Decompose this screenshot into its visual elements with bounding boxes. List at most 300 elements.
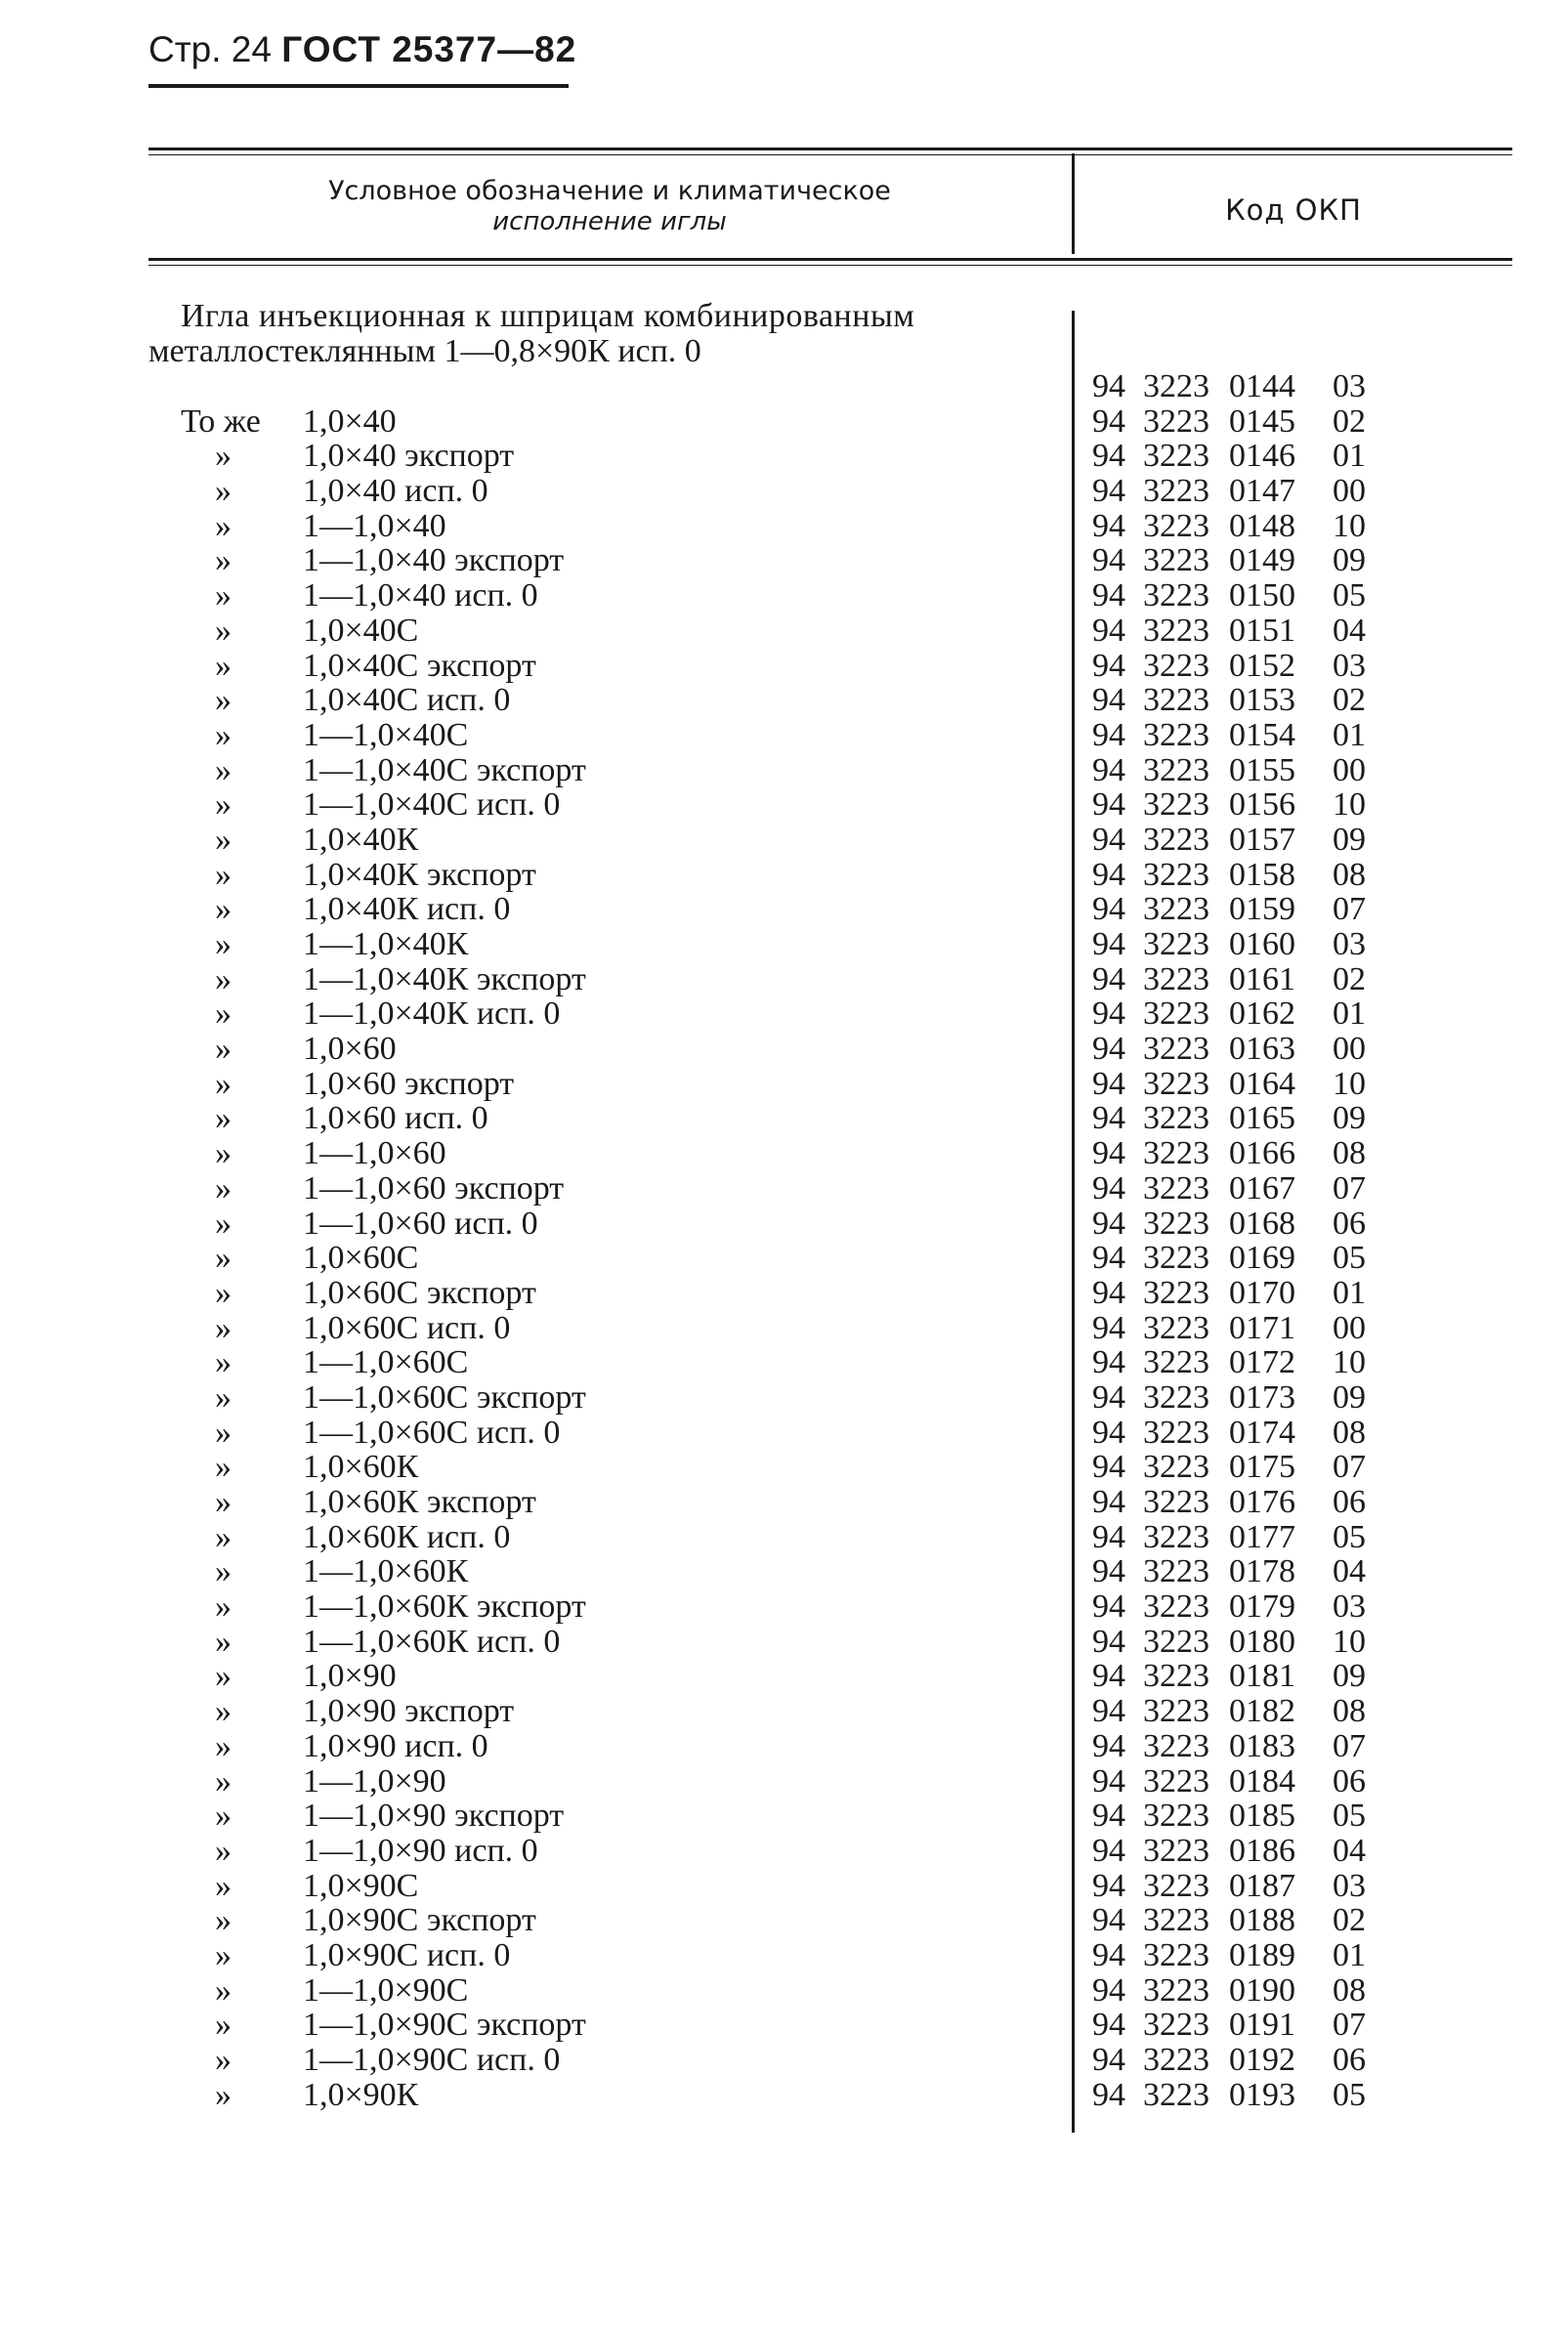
okp-code xyxy=(1092,404,1381,440)
needle-designation: 1,0×40К экспорт xyxy=(303,856,536,893)
okp-code-part: 01 xyxy=(1333,438,1366,475)
okp-code-part: 0158 xyxy=(1229,856,1295,893)
okp-code-part: 3223 xyxy=(1143,507,1209,544)
okp-code-part: 05 xyxy=(1333,1240,1366,1277)
okp-code-part: 94 xyxy=(1092,1588,1125,1626)
okp-code-part: 94 xyxy=(1092,542,1125,579)
needle-designation: 1—1,0×40С исп. 0 xyxy=(303,786,561,824)
table-row xyxy=(0,1311,1568,1346)
okp-code-part: 03 xyxy=(1333,647,1366,684)
table-row xyxy=(0,1380,1568,1416)
okp-code-part: 94 xyxy=(1092,1449,1125,1486)
table-row xyxy=(0,1625,1568,1660)
okp-code-part: 3223 xyxy=(1143,856,1209,893)
page-number: Стр. 24 xyxy=(148,29,272,69)
needle-designation: 1—1,0×40К экспорт xyxy=(303,960,586,997)
okp-code-part: 07 xyxy=(1333,1727,1366,1764)
needle-designation: 1,0×40К xyxy=(303,821,419,858)
okp-code-part: 3223 xyxy=(1143,1727,1209,1764)
okp-code-part: 3223 xyxy=(1143,1798,1209,1835)
okp-code-part: 0150 xyxy=(1229,577,1295,614)
okp-code-part: 0177 xyxy=(1229,1518,1295,1555)
standard-number: ГОСТ 25377—82 xyxy=(281,29,577,69)
needle-designation: 1,0×60С исп. 0 xyxy=(303,1309,511,1346)
table-row xyxy=(0,962,1568,997)
okp-code-part: 94 xyxy=(1092,1936,1125,1973)
okp-code-part: 04 xyxy=(1333,612,1366,649)
needle-designation: 1—1,0×60К исп. 0 xyxy=(303,1623,561,1660)
ditto-mark: » xyxy=(215,1971,232,2009)
okp-code-part: 01 xyxy=(1333,1936,1366,1973)
okp-code-part: 3223 xyxy=(1143,577,1209,614)
same-as-above-label: То же xyxy=(181,402,261,440)
needle-designation: 1—1,0×40С xyxy=(303,716,469,753)
ditto-mark: » xyxy=(215,1902,232,1939)
okp-code-part: 01 xyxy=(1333,1274,1366,1311)
needle-designation: 1,0×40С экспорт xyxy=(303,647,536,684)
okp-code xyxy=(1092,1450,1381,1485)
okp-code-part: 0188 xyxy=(1229,1902,1295,1939)
okp-code-part: 0160 xyxy=(1229,926,1295,962)
okp-code-part: 3223 xyxy=(1143,1031,1209,1068)
ditto-mark: » xyxy=(215,647,232,684)
okp-code-part: 09 xyxy=(1333,542,1366,579)
okp-code-part: 0180 xyxy=(1229,1623,1295,1660)
okp-code-part: 0173 xyxy=(1229,1378,1295,1416)
okp-code-part: 01 xyxy=(1333,995,1366,1033)
okp-code-part: 0179 xyxy=(1229,1588,1295,1626)
okp-code-part: 02 xyxy=(1333,682,1366,719)
okp-code-part: 3223 xyxy=(1143,751,1209,788)
okp-code-part: 07 xyxy=(1333,891,1366,928)
okp-code xyxy=(1092,1694,1381,1729)
ditto-mark: » xyxy=(215,1309,232,1346)
okp-code-part: 0174 xyxy=(1229,1414,1295,1451)
okp-code-part: 3223 xyxy=(1143,1518,1209,1555)
okp-code xyxy=(1092,1311,1381,1346)
okp-code xyxy=(1092,1799,1381,1834)
okp-code xyxy=(1092,1276,1381,1311)
ditto-mark: » xyxy=(215,1484,232,1520)
okp-code xyxy=(1092,543,1381,578)
okp-code xyxy=(1092,439,1381,474)
okp-code-part: 94 xyxy=(1092,2007,1125,2044)
okp-code-part: 94 xyxy=(1092,402,1125,440)
okp-code-part: 03 xyxy=(1333,1588,1366,1626)
okp-code-part: 94 xyxy=(1092,1832,1125,1869)
ditto-mark: » xyxy=(215,926,232,962)
okp-code-part: 03 xyxy=(1333,926,1366,962)
header-underline xyxy=(148,84,569,88)
okp-code xyxy=(1092,892,1381,927)
ditto-mark: » xyxy=(215,1553,232,1590)
needle-designation: 1—1,0×60 экспорт xyxy=(303,1169,565,1206)
okp-code-part: 3223 xyxy=(1143,1135,1209,1172)
needle-designation: 1—1,0×60С экспорт xyxy=(303,1378,586,1416)
okp-code-part: 94 xyxy=(1092,2076,1125,2113)
okp-code xyxy=(1092,1067,1381,1102)
okp-code-part: 05 xyxy=(1333,2076,1366,2113)
okp-code-part: 09 xyxy=(1333,1100,1366,1137)
okp-code-part: 94 xyxy=(1092,368,1125,404)
okp-code-part: 04 xyxy=(1333,1553,1366,1590)
okp-code-part: 0154 xyxy=(1229,716,1295,753)
okp-code-part: 0166 xyxy=(1229,1135,1295,1172)
ditto-mark: » xyxy=(215,2076,232,2113)
ditto-mark: » xyxy=(215,1832,232,1869)
okp-code-part: 0146 xyxy=(1229,438,1295,475)
table-row xyxy=(0,996,1568,1032)
table-row xyxy=(0,1764,1568,1799)
designation-header-line2: исполнение иглы xyxy=(492,207,727,237)
needle-designation: 1,0×40 исп. 0 xyxy=(303,473,488,510)
ditto-mark: » xyxy=(215,1798,232,1835)
ditto-mark: » xyxy=(215,1414,232,1451)
okp-code-part: 0192 xyxy=(1229,2042,1295,2078)
table-row xyxy=(0,2078,1568,2113)
okp-code-part: 94 xyxy=(1092,1065,1125,1102)
table-top-rule-thin xyxy=(148,154,1512,155)
okp-code-part: 0193 xyxy=(1229,2076,1295,2113)
okp-code-part: 05 xyxy=(1333,1798,1366,1835)
okp-code-part: 94 xyxy=(1092,960,1125,997)
okp-code-part: 00 xyxy=(1333,1031,1366,1068)
ditto-mark: » xyxy=(215,1031,232,1068)
okp-code-part: 94 xyxy=(1092,1658,1125,1695)
needle-designation: 1—1,0×60 xyxy=(303,1135,446,1172)
ditto-mark: » xyxy=(215,1378,232,1416)
okp-code-part: 3223 xyxy=(1143,1274,1209,1311)
okp-code xyxy=(1092,1625,1381,1660)
needle-designation: 1—1,0×60 исп. 0 xyxy=(303,1205,538,1242)
okp-code-part: 3223 xyxy=(1143,1100,1209,1137)
ditto-mark: » xyxy=(215,960,232,997)
ditto-mark: » xyxy=(215,995,232,1033)
okp-code-part: 3223 xyxy=(1143,1936,1209,1973)
needle-designation: 1—1,0×90 xyxy=(303,1762,446,1799)
needle-designation: 1,0×90 xyxy=(303,1658,397,1695)
okp-code xyxy=(1092,718,1381,753)
okp-code-part: 0169 xyxy=(1229,1240,1295,1277)
okp-code-part: 00 xyxy=(1333,1309,1366,1346)
okp-code xyxy=(1092,474,1381,509)
okp-code xyxy=(1092,1241,1381,1276)
okp-code-part: 3223 xyxy=(1143,1902,1209,1939)
okp-code-part: 94 xyxy=(1092,1623,1125,1660)
okp-code-part: 0191 xyxy=(1229,2007,1295,2044)
okp-code xyxy=(1092,683,1381,718)
ditto-mark: » xyxy=(215,473,232,510)
table-row xyxy=(0,718,1568,753)
okp-code xyxy=(1092,649,1381,684)
okp-code xyxy=(1092,1554,1381,1589)
okp-code-part: 02 xyxy=(1333,960,1366,997)
okp-code-part: 0155 xyxy=(1229,751,1295,788)
ditto-mark: » xyxy=(215,1135,232,1172)
okp-code xyxy=(1092,1973,1381,2009)
okp-code-part: 0149 xyxy=(1229,542,1295,579)
okp-code-part: 94 xyxy=(1092,821,1125,858)
okp-code-part: 0181 xyxy=(1229,1658,1295,1695)
ditto-mark: » xyxy=(215,1936,232,1973)
okp-code-part: 3223 xyxy=(1143,1344,1209,1381)
okp-code-part: 0187 xyxy=(1229,1867,1295,1904)
okp-code-part: 94 xyxy=(1092,1902,1125,1939)
okp-code xyxy=(1092,927,1381,962)
okp-code-part: 0147 xyxy=(1229,473,1295,510)
okp-code-part: 0151 xyxy=(1229,612,1295,649)
needle-designation: 1,0×60К экспорт xyxy=(303,1484,536,1520)
okp-code xyxy=(1092,1903,1381,1938)
okp-code-part: 94 xyxy=(1092,612,1125,649)
table-row xyxy=(0,1554,1568,1589)
needle-designation: 1,0×40С исп. 0 xyxy=(303,682,511,719)
okp-code-part: 94 xyxy=(1092,926,1125,962)
ditto-mark: » xyxy=(215,542,232,579)
okp-code-part: 0157 xyxy=(1229,821,1295,858)
okp-code-part: 94 xyxy=(1092,1240,1125,1277)
okp-code-part: 3223 xyxy=(1143,1867,1209,1904)
okp-code-part: 3223 xyxy=(1143,368,1209,404)
table-row xyxy=(0,823,1568,858)
table-row xyxy=(0,2043,1568,2078)
okp-code xyxy=(1092,1869,1381,1904)
table-row xyxy=(0,404,1568,440)
table-row xyxy=(0,683,1568,718)
okp-code-part: 10 xyxy=(1333,1344,1366,1381)
okp-code-part: 94 xyxy=(1092,1971,1125,2009)
needle-designation: 1,0×40 xyxy=(303,402,397,440)
okp-code-part: 94 xyxy=(1092,716,1125,753)
okp-code-part: 0164 xyxy=(1229,1065,1295,1102)
designation-header-line1: Условное обозначение и климатическое xyxy=(328,176,891,206)
table-row xyxy=(0,1869,1568,1904)
okp-code-part: 01 xyxy=(1333,716,1366,753)
okp-code-part: 07 xyxy=(1333,1449,1366,1486)
okp-code-part: 94 xyxy=(1092,1798,1125,1835)
needle-designation: 1—1,0×40 xyxy=(303,507,446,544)
okp-code-part: 94 xyxy=(1092,682,1125,719)
okp-code-part: 3223 xyxy=(1143,2007,1209,2044)
ditto-mark: » xyxy=(215,1065,232,1102)
table-row xyxy=(0,787,1568,823)
okp-code-part: 09 xyxy=(1333,821,1366,858)
okp-code-part: 3223 xyxy=(1143,612,1209,649)
table-row xyxy=(0,927,1568,962)
okp-code xyxy=(1092,369,1381,404)
table-row xyxy=(0,1938,1568,1973)
table-row xyxy=(0,509,1568,544)
okp-code xyxy=(1092,996,1381,1032)
needle-designation: 1,0×60 xyxy=(303,1031,397,1068)
okp-code xyxy=(1092,1171,1381,1206)
designation-column-header xyxy=(148,176,1071,238)
okp-code-part: 3223 xyxy=(1143,1205,1209,1242)
ditto-mark: » xyxy=(215,2042,232,2078)
needle-designation: 1,0×90 экспорт xyxy=(303,1693,515,1730)
header-bottom-rule xyxy=(148,258,1512,261)
okp-code-part: 10 xyxy=(1333,1065,1366,1102)
ditto-mark: » xyxy=(215,1658,232,1695)
okp-code-part: 06 xyxy=(1333,1762,1366,1799)
needle-designation: 1—1,0×60К экспорт xyxy=(303,1588,586,1626)
okp-code-part: 94 xyxy=(1092,1274,1125,1311)
table-row xyxy=(0,858,1568,893)
needle-designation: 1—1,0×90С xyxy=(303,1971,469,2009)
okp-code-part: 08 xyxy=(1333,1971,1366,2009)
okp-code-part: 3223 xyxy=(1143,821,1209,858)
table-row xyxy=(0,1206,1568,1242)
okp-code-part: 94 xyxy=(1092,1762,1125,1799)
okp-code-part: 3223 xyxy=(1143,1414,1209,1451)
okp-code-part: 0159 xyxy=(1229,891,1295,928)
okp-code-part: 94 xyxy=(1092,1135,1125,1172)
okp-code-part: 3223 xyxy=(1143,1553,1209,1590)
okp-code-part: 00 xyxy=(1333,473,1366,510)
okp-code-part: 08 xyxy=(1333,1414,1366,1451)
okp-code xyxy=(1092,1136,1381,1171)
okp-code-part: 3223 xyxy=(1143,2042,1209,2078)
okp-code-part: 0170 xyxy=(1229,1274,1295,1311)
table-row xyxy=(0,753,1568,788)
needle-designation: 1,0×40С xyxy=(303,612,419,649)
table-row xyxy=(0,1485,1568,1520)
okp-code-part: 10 xyxy=(1333,1623,1366,1660)
okp-code-column-header: Код ОКП xyxy=(1225,193,1362,227)
needle-designation: 1—1,0×60С xyxy=(303,1344,469,1381)
okp-code xyxy=(1092,2008,1381,2043)
okp-code-part: 05 xyxy=(1333,577,1366,614)
table-row xyxy=(0,543,1568,578)
okp-code-part: 08 xyxy=(1333,1693,1366,1730)
okp-code-part: 94 xyxy=(1092,1169,1125,1206)
okp-code xyxy=(1092,858,1381,893)
okp-code xyxy=(1092,1764,1381,1799)
okp-code xyxy=(1092,1416,1381,1451)
okp-code-part: 94 xyxy=(1092,1553,1125,1590)
ditto-mark: » xyxy=(215,682,232,719)
table-row xyxy=(0,1903,1568,1938)
ditto-mark: » xyxy=(215,1449,232,1486)
table-row xyxy=(0,614,1568,649)
table-row xyxy=(0,1694,1568,1729)
okp-code xyxy=(1092,753,1381,788)
okp-code-part: 0144 xyxy=(1229,368,1295,404)
table-row xyxy=(0,474,1568,509)
okp-code xyxy=(1092,1589,1381,1625)
okp-code-part: 3223 xyxy=(1143,891,1209,928)
ditto-mark: » xyxy=(215,1693,232,1730)
needle-designation: 1—1,0×40 исп. 0 xyxy=(303,577,538,614)
okp-code-part: 09 xyxy=(1333,1658,1366,1695)
ditto-mark: » xyxy=(215,577,232,614)
ditto-mark: » xyxy=(215,821,232,858)
okp-code-part: 3223 xyxy=(1143,438,1209,475)
okp-code-part: 0186 xyxy=(1229,1832,1295,1869)
needle-designation: 1,0×60К исп. 0 xyxy=(303,1518,511,1555)
needle-designation: 1,0×60С xyxy=(303,1240,419,1277)
ditto-mark: » xyxy=(215,1867,232,1904)
okp-code-part: 3223 xyxy=(1143,1588,1209,1626)
table-row xyxy=(0,1032,1568,1067)
okp-code xyxy=(1092,509,1381,544)
okp-code xyxy=(1092,962,1381,997)
okp-code-part: 0172 xyxy=(1229,1344,1295,1381)
okp-code-part: 3223 xyxy=(1143,995,1209,1033)
okp-code-part: 94 xyxy=(1092,1727,1125,1764)
okp-code xyxy=(1092,1659,1381,1694)
needle-designation: 1—1,0×90 исп. 0 xyxy=(303,1832,538,1869)
okp-code-part: 94 xyxy=(1092,647,1125,684)
okp-code-part: 94 xyxy=(1092,2042,1125,2078)
table-row xyxy=(0,1450,1568,1485)
okp-code-part: 94 xyxy=(1092,1484,1125,1520)
ditto-mark: » xyxy=(215,891,232,928)
okp-code xyxy=(1092,1101,1381,1136)
okp-code xyxy=(1092,1520,1381,1555)
needle-designation: 1—1,0×90С исп. 0 xyxy=(303,2042,561,2078)
needle-designation: 1,0×60С экспорт xyxy=(303,1274,536,1311)
okp-code-part: 3223 xyxy=(1143,1693,1209,1730)
okp-code-part: 0148 xyxy=(1229,507,1295,544)
needle-designation: 1,0×90С xyxy=(303,1867,419,1904)
okp-code-part: 3223 xyxy=(1143,647,1209,684)
table-row xyxy=(0,1659,1568,1694)
okp-code-part: 03 xyxy=(1333,368,1366,404)
okp-code-part: 94 xyxy=(1092,1693,1125,1730)
table-row xyxy=(0,1276,1568,1311)
ditto-mark: » xyxy=(215,1588,232,1626)
needle-designation: 1—1,0×40К исп. 0 xyxy=(303,995,561,1033)
okp-code-part: 94 xyxy=(1092,473,1125,510)
okp-code-part: 94 xyxy=(1092,751,1125,788)
okp-code-part: 94 xyxy=(1092,891,1125,928)
ditto-mark: » xyxy=(215,1344,232,1381)
needle-designation: 1,0×90К xyxy=(303,2076,419,2113)
okp-code-part: 10 xyxy=(1333,786,1366,824)
okp-code-part: 94 xyxy=(1092,1518,1125,1555)
ditto-mark: » xyxy=(215,1205,232,1242)
okp-code-part: 0168 xyxy=(1229,1205,1295,1242)
needle-designation: 1,0×40 экспорт xyxy=(303,438,515,475)
okp-code-part: 0175 xyxy=(1229,1449,1295,1486)
table-top-rule xyxy=(148,148,1512,150)
okp-code-part: 06 xyxy=(1333,1484,1366,1520)
okp-code-part: 08 xyxy=(1333,856,1366,893)
okp-code xyxy=(1092,2078,1381,2113)
okp-code-part: 3223 xyxy=(1143,1832,1209,1869)
okp-code-part: 94 xyxy=(1092,1205,1125,1242)
okp-code-part: 3223 xyxy=(1143,1762,1209,1799)
okp-code xyxy=(1092,578,1381,614)
needle-description-line1: Игла инъекционная к шприцам комбинированным xyxy=(181,298,915,334)
okp-code xyxy=(1092,1834,1381,1869)
okp-code-part: 0184 xyxy=(1229,1762,1295,1799)
okp-code xyxy=(1092,1938,1381,1973)
okp-code-part: 94 xyxy=(1092,438,1125,475)
table-row xyxy=(0,1973,1568,2009)
needle-designation: 1,0×60К xyxy=(303,1449,419,1486)
okp-code xyxy=(1092,1032,1381,1067)
ditto-mark: » xyxy=(215,612,232,649)
okp-code-part: 3223 xyxy=(1143,1378,1209,1416)
needle-designation: 1,0×90 исп. 0 xyxy=(303,1727,488,1764)
needle-designation: 1,0×40К исп. 0 xyxy=(303,891,511,928)
okp-code-part: 0152 xyxy=(1229,647,1295,684)
okp-code xyxy=(1092,823,1381,858)
okp-code-part: 0183 xyxy=(1229,1727,1295,1764)
okp-code-part: 94 xyxy=(1092,1378,1125,1416)
